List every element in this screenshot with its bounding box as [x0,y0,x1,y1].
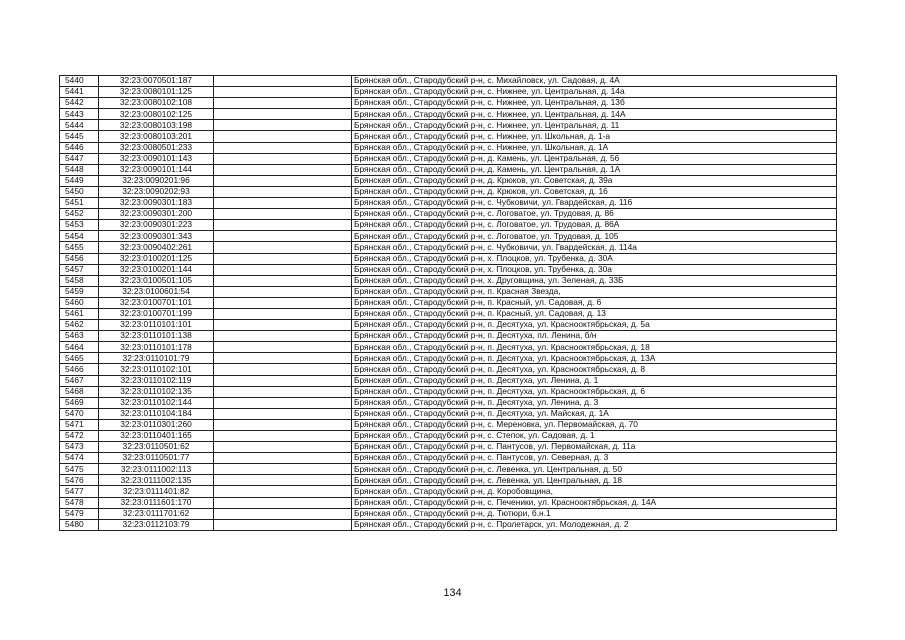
address-cell: Брянская обл., Стародубский р-н, с. Пантусов, ул. Первомайская, д. 11а [352,442,837,453]
cadastral-number-cell: 32:23:0111601:170 [99,497,214,508]
address-cell: Брянская обл., Стародубский р-н, п. Красный, ул. Садовая, д. 13 [352,308,837,319]
records-table-body [60,76,837,531]
row-number-cell: 5458 [60,275,99,286]
cadastral-number-cell: 32:23:0110102:135 [99,386,214,397]
row-number-cell: 5447 [60,153,99,164]
cadastral-number-cell: 32:23:0080101:125 [99,87,214,98]
cadastral-number-cell: 32:23:0110102:101 [99,364,214,375]
address-cell: Брянская обл., Стародубский р-н, п. Десятуха, ул. Ленина, д. 3 [352,397,837,408]
empty-cell [214,286,352,297]
table-row [60,508,837,519]
table-row [60,98,837,109]
row-number-cell: 5470 [60,408,99,419]
table-row [60,475,837,486]
table-row [60,397,837,408]
empty-cell [214,508,352,519]
cadastral-number-cell: 32:23:0080103:201 [99,131,214,142]
cadastral-number-cell: 32:23:0090201:96 [99,175,214,186]
empty-cell [214,220,352,231]
table-row [60,375,837,386]
table-row [60,331,837,342]
empty-cell [214,242,352,253]
address-cell: Брянская обл., Стародубский р-н, с. Нижнее, ул. Центральная, д. 14а [352,87,837,98]
empty-cell [214,397,352,408]
cadastral-number-cell: 32:23:0111401:82 [99,486,214,497]
address-cell: Брянская обл., Стародубский р-н, с. Логоватое, ул. Трудовая, д. 86А [352,220,837,231]
cadastral-number-cell: 32:23:0110101:101 [99,320,214,331]
row-number-cell: 5443 [60,109,99,120]
empty-cell [214,131,352,142]
table-row [60,131,837,142]
address-cell: Брянская обл., Стародубский р-н, с. Чубковичи, ул. Гвардейская, д. 114а [352,242,837,253]
empty-cell [214,120,352,131]
address-cell: Брянская обл., Стародубский р-н, д. Крюков, ул. Советская, д. 16 [352,186,837,197]
address-cell: Брянская обл., Стародубский р-н, п. Десятуха, ул. Ленина, д. 1 [352,375,837,386]
table-row [60,442,837,453]
empty-cell [214,198,352,209]
empty-cell [214,364,352,375]
table-row [60,486,837,497]
cadastral-number-cell: 32:23:0090101:144 [99,164,214,175]
table-row [60,87,837,98]
address-cell: Брянская обл., Стародубский р-н, п. Десятуха, ул. Краснооктябрьская, д. 13А [352,353,837,364]
empty-cell [214,87,352,98]
address-cell: Брянская обл., Стародубский р-н, с. Нижнее, ул. Школьная, д. 1А [352,142,837,153]
table-row [60,453,837,464]
address-cell: Брянская обл., Стародубский р-н, д. Коробовщина, [352,486,837,497]
table-row [60,342,837,353]
row-number-cell: 5451 [60,198,99,209]
empty-cell [214,109,352,120]
cadastral-number-cell: 32:23:0111002:135 [99,475,214,486]
table-row [60,431,837,442]
empty-cell [214,231,352,242]
row-number-cell: 5455 [60,242,99,253]
row-number-cell: 5448 [60,164,99,175]
row-number-cell: 5480 [60,519,99,530]
address-cell: Брянская обл., Стародубский р-н, с. Нижнее, ул. Центральная, д. 14А [352,109,837,120]
cadastral-number-cell: 32:23:0090402:261 [99,242,214,253]
empty-cell [214,342,352,353]
cadastral-number-cell: 32:23:0090301:183 [99,198,214,209]
empty-cell [214,419,352,430]
row-number-cell: 5478 [60,497,99,508]
empty-cell [214,475,352,486]
cadastral-number-cell: 32:23:0100201:125 [99,253,214,264]
cadastral-number-cell: 32:23:0080102:125 [99,109,214,120]
cadastral-number-cell: 32:23:0110301:260 [99,419,214,430]
address-cell: Брянская обл., Стародубский р-н, д. Камень, ул. Центральная, д. 56 [352,153,837,164]
cadastral-number-cell: 32:23:0112103:79 [99,519,214,530]
cadastral-number-cell: 32:23:0080102:108 [99,98,214,109]
row-number-cell: 5453 [60,220,99,231]
empty-cell [214,464,352,475]
empty-cell [214,98,352,109]
cadastral-number-cell: 32:23:0110102:144 [99,397,214,408]
address-cell: Брянская обл., Стародубский р-н, п. Десятуха, ул. Майская, д. 1А [352,408,837,419]
empty-cell [214,408,352,419]
empty-cell [214,375,352,386]
cadastral-number-cell: 32:23:0100201:144 [99,264,214,275]
address-cell: Брянская обл., Стародубский р-н, с. Логоватое, ул. Трудовая, д. 105 [352,231,837,242]
address-cell: Брянская обл., Стародубский р-н, х. Плоцков, ул. Трубенка, д. 30А [352,253,837,264]
empty-cell [214,76,352,87]
empty-cell [214,209,352,220]
address-cell: Брянская обл., Стародубский р-н, х. Друговщина, ул. Зеленая, д. 33Б [352,275,837,286]
empty-cell [214,431,352,442]
cadastral-number-cell: 32:23:0110101:138 [99,331,214,342]
empty-cell [214,353,352,364]
row-number-cell: 5473 [60,442,99,453]
table-row [60,198,837,209]
table-row [60,76,837,87]
table-row [60,464,837,475]
row-number-cell: 5457 [60,264,99,275]
empty-cell [214,142,352,153]
address-cell: Брянская обл., Стародубский р-н, с. Левенка, ул. Центральная, д. 50 [352,464,837,475]
address-cell: Брянская обл., Стародубский р-н, с. Логоватое, ул. Трудовая, д. 86 [352,209,837,220]
empty-cell [214,308,352,319]
cadastral-number-cell: 32:23:0111002:113 [99,464,214,475]
empty-cell [214,453,352,464]
row-number-cell: 5477 [60,486,99,497]
row-number-cell: 5460 [60,297,99,308]
row-number-cell: 5449 [60,175,99,186]
table-row [60,353,837,364]
cadastral-number-cell: 32:23:0110104:184 [99,408,214,419]
cadastral-number-cell: 32:23:0110401:165 [99,431,214,442]
row-number-cell: 5459 [60,286,99,297]
table-row [60,220,837,231]
table-row [60,120,837,131]
address-cell: Брянская обл., Стародубский р-н, д. Крюков, ул. Советская, д. 39а [352,175,837,186]
table-row [60,186,837,197]
cadastral-number-cell: 32:23:0090101:143 [99,153,214,164]
row-number-cell: 5442 [60,98,99,109]
table-row [60,286,837,297]
address-cell: Брянская обл., Стародубский р-н, х. Плоцков, ул. Трубенка, д. 30а [352,264,837,275]
address-cell: Брянская обл., Стародубский р-н, с. Чубковичи, ул. Гвардейская, д. 116 [352,198,837,209]
row-number-cell: 5445 [60,131,99,142]
cadastral-number-cell: 32:23:0100701:199 [99,308,214,319]
cadastral-number-cell: 32:23:0110102:119 [99,375,214,386]
address-cell: Брянская обл., Стародубский р-н, с. Мереновка, ул. Первомайская, д. 70 [352,419,837,430]
address-cell: Брянская обл., Стародубский р-н, с. Нижнее, ул. Центральная, д. 13б [352,98,837,109]
cadastral-number-cell: 32:23:0110101:79 [99,353,214,364]
address-cell: Брянская обл., Стародубский р-н, п. Красный, ул. Садовая, д. 6 [352,297,837,308]
address-cell: Брянская обл., Стародубский р-н, с. Нижнее, ул. Школьная, д. 1-а [352,131,837,142]
row-number-cell: 5454 [60,231,99,242]
table-row [60,142,837,153]
row-number-cell: 5450 [60,186,99,197]
cadastral-number-cell: 32:23:0090301:343 [99,231,214,242]
empty-cell [214,486,352,497]
cadastral-number-cell: 32:23:0111701:62 [99,508,214,519]
row-number-cell: 5464 [60,342,99,353]
row-number-cell: 5440 [60,76,99,87]
cadastral-number-cell: 32:23:0110101:178 [99,342,214,353]
address-cell: Брянская обл., Стародубский р-н, с. Нижнее, ул. Центральная, д. 11 [352,120,837,131]
address-cell: Брянская обл., Стародубский р-н, с. Пантусов, ул. Северная, д. 3 [352,453,837,464]
empty-cell [214,519,352,530]
table-row [60,497,837,508]
row-number-cell: 5474 [60,453,99,464]
cadastral-number-cell: 32:23:0090202:93 [99,186,214,197]
empty-cell [214,331,352,342]
address-cell: Брянская обл., Стародубский р-н, с. Левенка, ул. Центральная, д. 18 [352,475,837,486]
table-row [60,308,837,319]
row-number-cell: 5476 [60,475,99,486]
records-table [59,75,837,531]
cadastral-number-cell: 32:23:0080103:198 [99,120,214,131]
row-number-cell: 5446 [60,142,99,153]
cadastral-number-cell: 32:23:0090301:200 [99,209,214,220]
table-row [60,242,837,253]
address-cell: Брянская обл., Стародубский р-н, с. Печеники, ул. Краснооктябрьская, д. 14А [352,497,837,508]
cadastral-number-cell: 32:23:0100601:54 [99,286,214,297]
table-row [60,386,837,397]
table-row [60,297,837,308]
address-cell: Брянская обл., Стародубский р-н, п. Десятуха, пл. Ленина, б/н [352,331,837,342]
row-number-cell: 5441 [60,87,99,98]
row-number-cell: 5471 [60,419,99,430]
address-cell: Брянская обл., Стародубский р-н, д. Камень, ул. Центральная, д. 1А [352,164,837,175]
table-row [60,264,837,275]
cadastral-number-cell: 32:23:0070501:187 [99,76,214,87]
empty-cell [214,164,352,175]
row-number-cell: 5465 [60,353,99,364]
cadastral-number-cell: 32:23:0080501:233 [99,142,214,153]
address-cell: Брянская обл., Стародубский р-н, с. Степок, ул. Садовая, д. 1 [352,431,837,442]
table-row [60,364,837,375]
row-number-cell: 5468 [60,386,99,397]
empty-cell [214,297,352,308]
table-row [60,253,837,264]
empty-cell [214,442,352,453]
row-number-cell: 5467 [60,375,99,386]
table-row [60,109,837,120]
row-number-cell: 5472 [60,431,99,442]
address-cell: Брянская обл., Стародубский р-н, п. Красная Звезда, [352,286,837,297]
empty-cell [214,264,352,275]
empty-cell [214,186,352,197]
empty-cell [214,320,352,331]
row-number-cell: 5462 [60,320,99,331]
cadastral-number-cell: 32:23:0110501:77 [99,453,214,464]
address-cell: Брянская обл., Стародубский р-н, п. Десятуха, ул. Краснооктябрьская, д. 18 [352,342,837,353]
row-number-cell: 5479 [60,508,99,519]
table-row [60,164,837,175]
table-row [60,408,837,419]
page-number: 134 [443,587,462,599]
table-row [60,419,837,430]
address-cell: Брянская обл., Стародубский р-н, д. Тютюри, б.н.1 [352,508,837,519]
row-number-cell: 5456 [60,253,99,264]
row-number-cell: 5444 [60,120,99,131]
table-row [60,275,837,286]
table-row [60,519,837,530]
empty-cell [214,253,352,264]
table-row [60,231,837,242]
cadastral-number-cell: 32:23:0100701:101 [99,297,214,308]
row-number-cell: 5463 [60,331,99,342]
address-cell: Брянская обл., Стародубский р-н, п. Десятуха, ул. Краснооктябрьская, д. 6 [352,386,837,397]
row-number-cell: 5475 [60,464,99,475]
table-row [60,175,837,186]
address-cell: Брянская обл., Стародубский р-н, с. Пролетарск, ул. Молодежная, д. 2 [352,519,837,530]
row-number-cell: 5452 [60,209,99,220]
empty-cell [214,175,352,186]
table-row [60,209,837,220]
empty-cell [214,386,352,397]
cadastral-number-cell: 32:23:0090301:223 [99,220,214,231]
empty-cell [214,275,352,286]
empty-cell [214,153,352,164]
cadastral-number-cell: 32:23:0100501:105 [99,275,214,286]
address-cell: Брянская обл., Стародубский р-н, п. Десятуха, ул. Краснооктябрьская, д. 5а [352,320,837,331]
row-number-cell: 5461 [60,308,99,319]
table-row [60,320,837,331]
table-row [60,153,837,164]
row-number-cell: 5466 [60,364,99,375]
address-cell: Брянская обл., Стародубский р-н, с. Михайловск, ул. Садовая, д. 4А [352,76,837,87]
address-cell: Брянская обл., Стародубский р-н, п. Десятуха, ул. Краснооктябрьская, д. 8 [352,364,837,375]
empty-cell [214,497,352,508]
cadastral-number-cell: 32:23:0110501:62 [99,442,214,453]
row-number-cell: 5469 [60,397,99,408]
